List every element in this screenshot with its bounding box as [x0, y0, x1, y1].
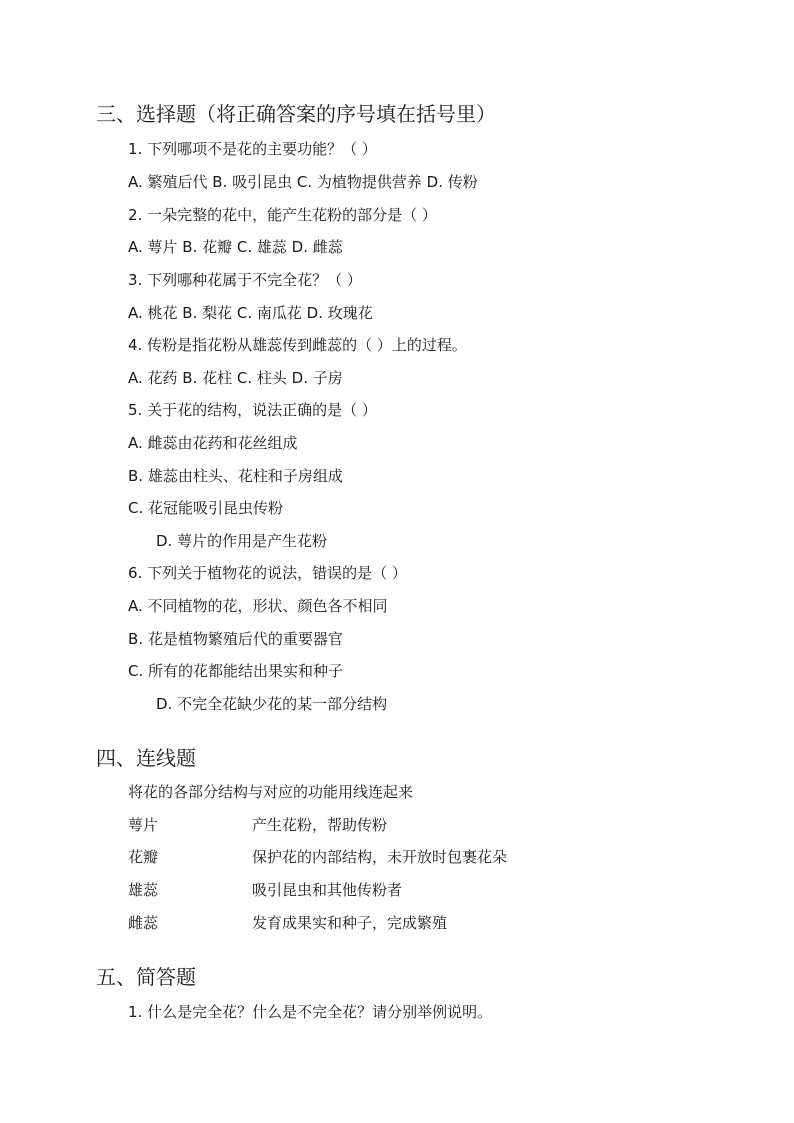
q6-option-c: C. 所有的花都能结出果实和种子	[128, 662, 344, 680]
match-right-1: 产生花粉，帮助传粉	[252, 816, 388, 834]
q3-options: A. 桃花 B. 梨花 C. 南瓜花 D. 玫瑰花	[128, 304, 373, 322]
match-right-4: 发育成果实和种子，完成繁殖	[252, 914, 448, 932]
q6-option-a: A. 不同植物的花，形状、颜色各不相同	[128, 597, 388, 615]
q1-options: A. 繁殖后代 B. 吸引昆虫 C. 为植物提供营养 D. 传粉	[128, 173, 478, 191]
q2-options: A. 萼片 B. 花瓣 C. 雄蕊 D. 雌蕊	[128, 238, 343, 256]
section-4-heading: 四、连线题	[96, 746, 196, 770]
q4-options: A. 花药 B. 花柱 C. 柱头 D. 子房	[128, 369, 343, 387]
q5-option-b: B. 雄蕊由柱头、花柱和子房组成	[128, 467, 343, 485]
q6-text: 6. 下列关于植物花的说法，错误的是（ ）	[128, 564, 407, 582]
q5-text: 5. 关于花的结构，说法正确的是（ ）	[128, 401, 377, 419]
match-left-3: 雄蕊	[128, 881, 159, 899]
q6-option-d: D. 不完全花缺少花的某一部分结构	[156, 695, 388, 713]
match-left-1: 萼片	[128, 816, 159, 834]
match-right-2: 保护花的内部结构，未开放时包裹花朵	[252, 848, 508, 866]
q5-option-a: A. 雌蕊由花药和花丝组成	[128, 434, 298, 452]
q5-option-d: D. 萼片的作用是产生花粉	[156, 532, 328, 550]
q1-text: 1. 下列哪项不是花的主要功能？（ ）	[128, 140, 377, 158]
match-left-4: 雌蕊	[128, 914, 159, 932]
section-3-heading: 三、选择题（将正确答案的序号填在括号里）	[96, 102, 496, 126]
section-5-heading: 五、简答题	[96, 965, 196, 989]
q5-option-c: C. 花冠能吸引昆虫传粉	[128, 499, 284, 517]
short-answer-q1: 1. 什么是完全花？什么是不完全花？请分别举例说明。	[128, 1003, 493, 1021]
match-left-2: 花瓣	[128, 848, 159, 866]
matching-instruction: 将花的各部分结构与对应的功能用线连起来	[128, 783, 414, 801]
q3-text: 3. 下列哪种花属于不完全花？（ ）	[128, 271, 362, 289]
q6-option-b: B. 花是植物繁殖后代的重要器官	[128, 630, 343, 648]
q2-text: 2. 一朵完整的花中，能产生花粉的部分是（ ）	[128, 206, 437, 224]
match-right-3: 吸引昆虫和其他传粉者	[252, 881, 403, 899]
q4-text: 4. 传粉是指花粉从雄蕊传到雌蕊的（ ）上的过程。	[128, 336, 467, 354]
